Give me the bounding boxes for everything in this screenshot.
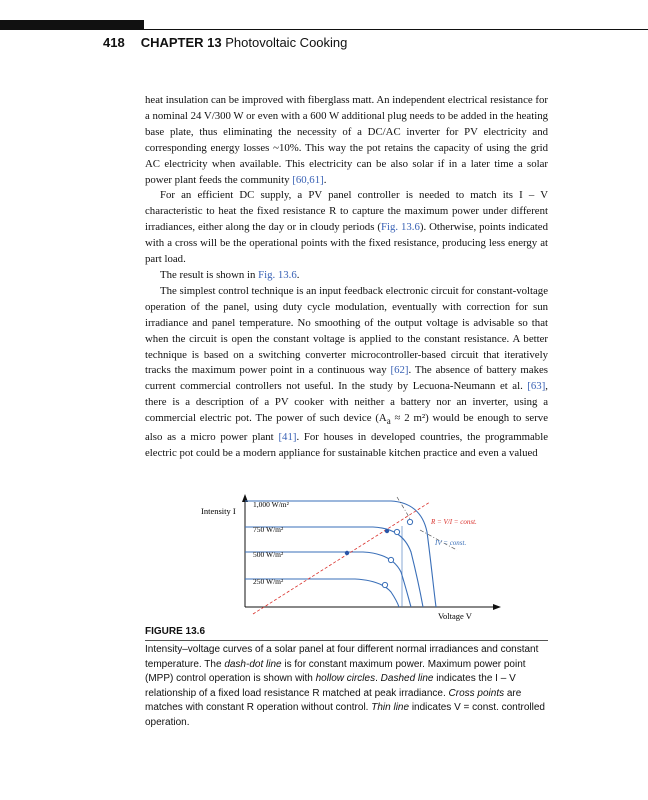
paragraph-3: [145, 268, 548, 284]
series-label-1000: 1,000 W/m²: [253, 500, 289, 509]
text-run: .: [323, 173, 327, 186]
figure-caption: [145, 643, 548, 731]
mpp-point-250: [382, 582, 387, 587]
subscript: a: [386, 416, 391, 427]
iv-curve-750: [245, 527, 423, 607]
header-rule: [0, 29, 648, 30]
emphasis: hollow circles: [315, 673, 376, 685]
paragraph-1: [145, 93, 548, 188]
text-run: . The absence of battery makes current commercial controllers not useful. In the study by Lecuona-Neumann et al.: [145, 364, 548, 393]
text-run: .: [296, 268, 300, 281]
fixed-r-point-750: [385, 529, 389, 533]
chapter-title: Photovoltaic Cooking: [225, 35, 348, 50]
citation-link[interactable]: [63]: [527, 380, 546, 393]
text-run: indicates V = const. controlled operation.: [145, 702, 545, 728]
iv-curve-figure: [195, 492, 525, 622]
chapter-label: CHAPTER 13: [140, 35, 222, 50]
resistance-annotation: R = V/I = const.: [431, 518, 477, 526]
text-run: ). Otherwise, points indicated with a cross will be the operational points with the fixed resistance, producing less energy at part load.: [145, 221, 549, 266]
text-run: heat insulation can be improved with fiberglass matt. An independent electrical resistance for a nominal 24 V/300 W or even with a 600 W additional plug needs to be added in the heating base plate, thus eliminating the necessity of a DC/AC inverter for PV electricity and corresponding energy losses ~10%. This way the pot retains the capacity of using the grid AC electricity when available. This electricity can be also solar if in a later time a solar power plant feeds the community: [145, 94, 548, 186]
emphasis: Dashed line: [380, 673, 434, 685]
text-run: .: [375, 673, 381, 685]
series-label-750: 750 W/m²: [253, 525, 284, 534]
paragraph-2: [145, 188, 548, 268]
figure-link[interactable]: Fig. 13.6: [258, 268, 297, 281]
x-axis-arrow: [493, 604, 501, 610]
text-run: are matches with constant R operation without control.: [145, 687, 522, 714]
mpp-point-1000: [407, 519, 412, 524]
x-axis-label: Voltage V: [438, 611, 472, 621]
citation-link[interactable]: [62]: [390, 364, 409, 377]
emphasis: Cross points: [448, 687, 505, 699]
series-label-250: 250 W/m²: [253, 577, 284, 586]
mpp-line: [397, 497, 411, 522]
citation-link[interactable]: [41]: [278, 431, 297, 444]
fixed-r-point-500: [345, 551, 349, 555]
citation-link[interactable]: [60,61]: [292, 173, 324, 186]
running-header: [103, 35, 347, 50]
text-run: For an efficient DC supply, a PV panel controller is needed to match its I – V characteristic to heat the fixed resistance R to capture the maximum power under different irradiances, either along the day or in cloudy periods (: [145, 189, 548, 234]
text-run: , there is a description of a PV cooker with neither a battery nor an inverter, using a commercial electric pot. The power of such device (A: [145, 380, 548, 425]
figure-caption-title: FIGURE 13.6: [145, 626, 206, 637]
page-number: 418: [103, 35, 125, 50]
text-run: indicates the I – V relationship of a fixed load resistance R matched at peak irradiance.: [145, 673, 516, 699]
caption-rule: [145, 640, 548, 641]
text-run: Intensity–voltage curves of a solar panel at four different normal irradiances and constant temperature. The: [145, 644, 539, 670]
text-run: is for constant maximum power. Maximum power point (MPP) control operation is shown with: [145, 658, 526, 685]
text-run: The result is shown in: [160, 268, 259, 281]
emphasis: dash-dot line: [224, 658, 282, 670]
constant-power-annotation: IV = const.: [435, 539, 467, 547]
mpp-point-750: [394, 529, 399, 534]
series-label-500: 500 W/m²: [253, 550, 284, 559]
text-run: . For houses in developed countries, the programmable electric pot could be a modern appliance for sustainable kitchen practice and even a valued: [145, 431, 548, 460]
y-axis-label: Intensity I: [201, 506, 236, 516]
text-run: ≈ 2 m²) would be enough to serve also as a micro power plant: [145, 412, 548, 444]
emphasis: Thin line: [371, 702, 410, 714]
body-text: [145, 93, 548, 462]
figure-link[interactable]: Fig. 13.6: [380, 221, 420, 234]
mpp-point-500: [388, 557, 393, 562]
paragraph-4: [145, 284, 548, 462]
text-run: The simplest control technique is an input feedback electronic circuit for constant-voltage operation of the panel, using duty cycle modulation, eventually with correction for sun irradiance and panel temperature. No smoothing of the output voltage is advisable so that when the circuit is open the constant voltage is applied to the constant resistance. A better technique is based on a switching converter microcontroller-based circuit that iteratively tracks the maximum power point in a continuous way: [145, 284, 548, 377]
